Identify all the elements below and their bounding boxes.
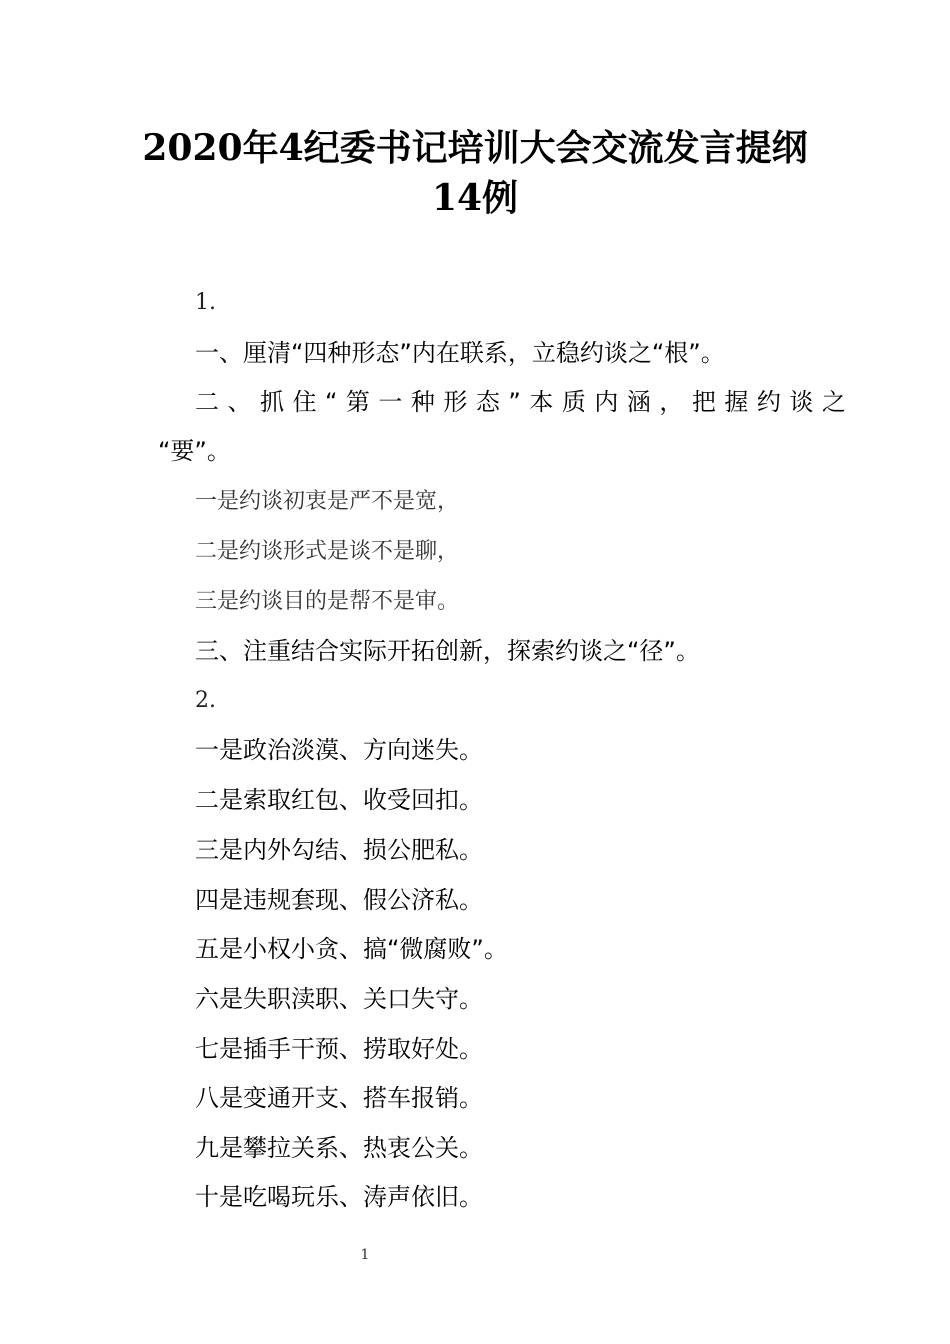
section1-item3: 三、注重结合实际开拓创新，探索约谈之“径”。 (195, 637, 700, 665)
section2-item: 五是小权小贪、搞“微腐败”。 (195, 935, 508, 963)
section1-item2-continued: “要”。 (158, 437, 231, 465)
section2-item: 八是变通开支、搭车报销。 (195, 1084, 483, 1112)
section1-item2: 二、抓住“第一种形态”本质内涵，把握约谈之 (195, 388, 855, 416)
section1-sub3: 三是约谈目的是帮不是审。 (195, 589, 460, 614)
page-number: 1 (360, 1247, 370, 1263)
section2-item: 三是内外勾结、损公肥私。 (195, 836, 483, 864)
section2-item: 十是吃喝玩乐、涛声依旧。 (195, 1183, 483, 1211)
section2-item: 四是违规套现、假公济私。 (195, 886, 483, 914)
section2-item: 二是索取红包、收受回扣。 (195, 786, 483, 814)
section1-sub2: 二是约谈形式是谈不是聊， (195, 539, 460, 564)
section1-item1: 一、厘清“四种形态”内在联系，立稳约谈之“根”。 (195, 339, 725, 367)
section-number-2: 2. (195, 688, 216, 713)
section2-item: 一是政治淡漠、方向迷失。 (195, 736, 483, 764)
section2-item: 九是攀拉关系、热衷公关。 (195, 1134, 483, 1162)
section-number-1: 1. (195, 290, 216, 315)
document-title-line1: 2020年4纪委书记培训大会交流发言提纲 (142, 127, 808, 169)
document-title-line2: 14例 (431, 177, 519, 219)
section2-item: 七是插手干预、捞取好处。 (195, 1035, 483, 1063)
section1-sub1: 一是约谈初衷是严不是宽， (195, 489, 460, 514)
section2-item: 六是失职渎职、关口失守。 (195, 985, 483, 1013)
